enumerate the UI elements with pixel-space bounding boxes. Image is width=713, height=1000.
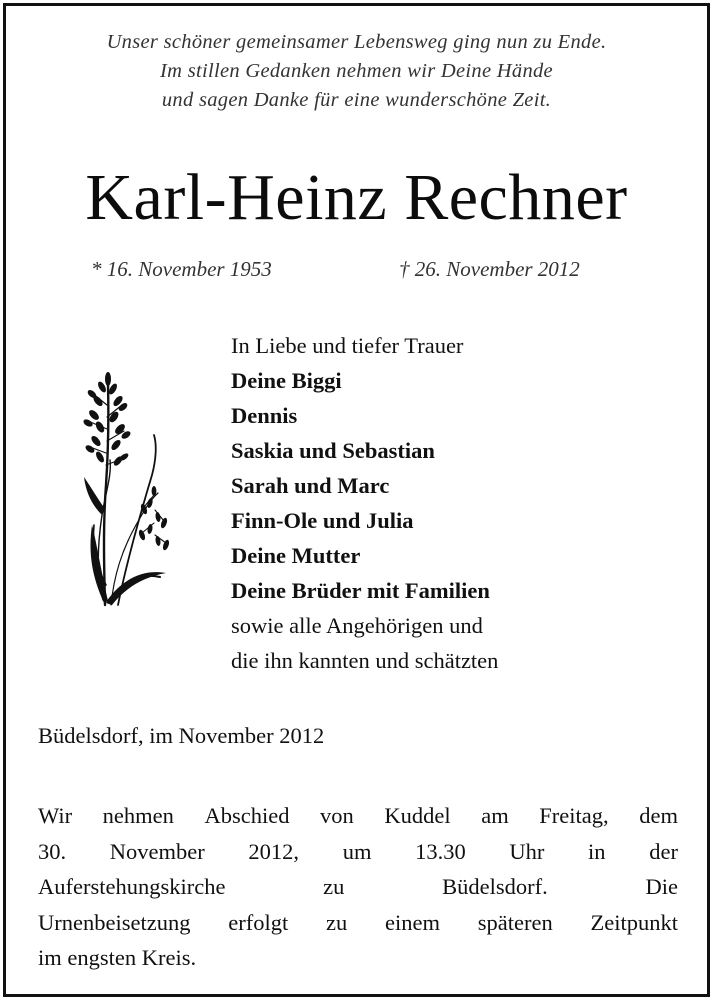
intro-line: Im stillen Gedanken nehmen wir Deine Hände bbox=[160, 60, 553, 82]
word: einem bbox=[384, 909, 440, 935]
word: November bbox=[109, 838, 205, 864]
funeral-details-line bbox=[38, 869, 678, 905]
word: Freitag, bbox=[539, 803, 609, 828]
word: 13.30 bbox=[415, 838, 466, 864]
funeral-details-line bbox=[38, 798, 678, 834]
word: erfolgt bbox=[228, 909, 289, 935]
word: um bbox=[342, 838, 372, 864]
mourners-closing: sowie alle Angehörigen und bbox=[231, 613, 483, 638]
word: zu bbox=[325, 909, 348, 935]
mourner-name: Dennis bbox=[231, 403, 298, 428]
mourner-name: Finn-Ole und Julia bbox=[231, 508, 414, 533]
word: in bbox=[588, 838, 606, 864]
word: Auferstehungskirche bbox=[38, 874, 226, 899]
birth-date: * 16. November 1953 bbox=[91, 257, 272, 281]
word: Zeitpunkt bbox=[590, 909, 678, 935]
intro-verse bbox=[0, 28, 713, 115]
mourners-closing: die ihn kannten und schätzten bbox=[231, 648, 499, 673]
mourner-name: Deine Mutter bbox=[231, 543, 361, 568]
word: Abschied bbox=[204, 803, 290, 828]
word: der bbox=[649, 838, 678, 864]
funeral-details bbox=[38, 798, 678, 976]
word: 2012, bbox=[248, 838, 300, 864]
place-and-date: Büdelsdorf, im November 2012 bbox=[38, 723, 325, 748]
word: Büdelsdorf. bbox=[442, 874, 548, 899]
word: am bbox=[481, 803, 509, 828]
funeral-details-line bbox=[38, 905, 678, 941]
word: zu bbox=[323, 874, 345, 899]
word: Die bbox=[645, 874, 678, 899]
word: Wir bbox=[38, 803, 73, 828]
funeral-details-line bbox=[38, 834, 678, 870]
grass-plant-icon bbox=[78, 365, 174, 610]
word: Urnenbeisetzung bbox=[38, 909, 191, 935]
word: späteren bbox=[477, 909, 553, 935]
mourner-name: Deine Brüder mit Familien bbox=[231, 578, 490, 603]
intro-line: Unser schöner gemeinsamer Lebensweg ging nun zu Ende. bbox=[106, 31, 607, 53]
deceased-name: Karl-Heinz Rechner bbox=[85, 161, 628, 234]
word: dem bbox=[639, 803, 678, 828]
death-date: † 26. November 2012 bbox=[399, 257, 580, 281]
word: Uhr bbox=[509, 838, 545, 864]
mourners-lead: In Liebe und tiefer Trauer bbox=[231, 333, 464, 358]
mourner-name: Deine Biggi bbox=[231, 368, 342, 393]
word: von bbox=[320, 803, 354, 828]
mourners-list bbox=[231, 328, 498, 678]
intro-line: und sagen Danke für eine wunderschöne Zeit. bbox=[161, 89, 552, 111]
word: nehmen bbox=[102, 803, 174, 828]
funeral-details-line bbox=[38, 940, 678, 976]
word: 30. bbox=[38, 838, 67, 864]
word: Kuddel bbox=[384, 803, 451, 828]
mourner-name: Sarah und Marc bbox=[231, 473, 390, 498]
mourner-name: Saskia und Sebastian bbox=[231, 438, 435, 463]
word: im engsten Kreis. bbox=[38, 945, 197, 970]
